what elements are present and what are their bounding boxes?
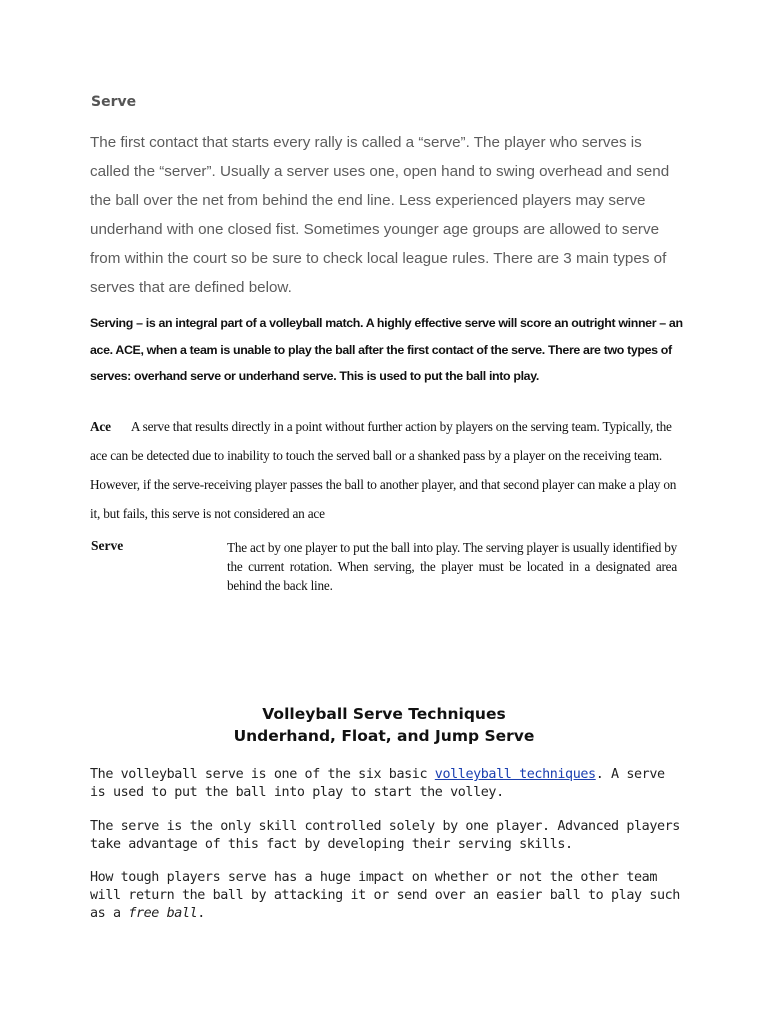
volleyball-techniques-link[interactable]: volleyball techniques [434, 767, 596, 782]
p1-text-after: . A serve is used to put the ball into play to start the volley. [90, 767, 665, 800]
serve-heading: Serve [91, 94, 137, 110]
techniques-paragraph-1 [90, 766, 680, 802]
ace-definition: A serve that results directly in a point without further action by players on the serving team. Typically, the ace can be detected due to inability to touch the served ball or a shanked pass by a player on the receiving team. However, if the serve-receiving player passes the ball to another player, and that second player can make a play on it, but fails, this serve is not considered an ace [90, 419, 677, 521]
techniques-paragraph-2: The serve is the only skill controlled solely by one player. Advanced players take advantage of this fact by developing their serving skills. [90, 819, 680, 852]
p3-text-before: How tough players serve has a huge impact on whether or not the other team will return the ball by attacking it or send over an easier ball to play such as a [90, 870, 680, 921]
techniques-title [0, 703, 768, 747]
serve-definition: The act by one player to put the ball into play. The serving player is usually identified by the current rotation. When serving, the player must be located in a designated area behind the back line. [227, 540, 678, 593]
free-ball-term: free ball [128, 906, 198, 921]
serving-definition: Serving – is an integral part of a volleyball match. A highly effective serve will score an outright winner – an ace. ACE, when a team is unable to play the ball after the first contact of the serve. There are two types of serves: overhand serve or underhand serve. This is used to put the ball into play. [90, 316, 683, 383]
techniques-paragraph-3 [90, 869, 680, 923]
p3-text-after: . [197, 906, 205, 921]
techniques-title-line1: Volleyball Serve Techniques [262, 705, 506, 723]
ace-definition-block [90, 412, 680, 528]
ace-term: Ace [90, 419, 111, 434]
techniques-title-line2: Underhand, Float, and Jump Serve [233, 727, 535, 745]
serve-term: Serve [91, 538, 124, 553]
intro-paragraph: The first contact that starts every rally is called a “serve”. The player who serves is called the “server”. Usually a server uses one, open hand to swing overhead and send the ball over the net from behind the end line. Less experienced players may serve underhand with one closed fist. Sometimes younger age groups are allowed to serve from within the court so be sure to check local league rules. There are 3 main types of serves that are defined below. [90, 134, 670, 296]
p1-text-before: The volleyball serve is one of the six basic [90, 767, 435, 782]
